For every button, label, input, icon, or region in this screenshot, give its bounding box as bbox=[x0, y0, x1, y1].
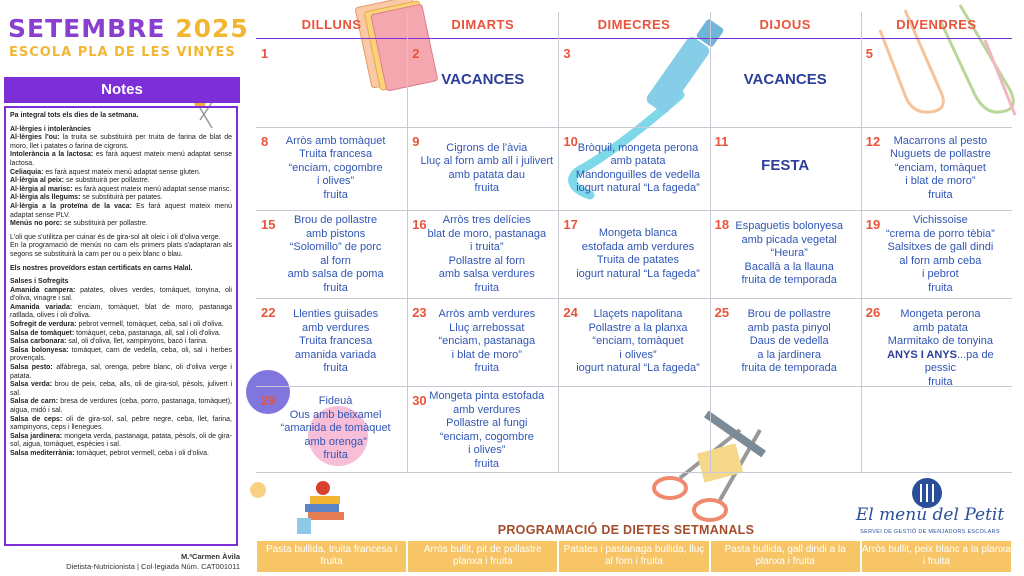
sauce-key: Salsa mediterrània: bbox=[10, 449, 75, 457]
sauce-item: Amanida campera: patates, olives verdes, tomàquet, tonyina, oli d'oliva, vinagre i sal. bbox=[10, 286, 232, 303]
menu-line: “enciam, tomàquet bbox=[894, 161, 986, 174]
menu-line: i olives” bbox=[468, 444, 506, 456]
day-number: 26 bbox=[865, 305, 881, 320]
menu-line: Mongeta perona bbox=[900, 308, 981, 321]
sauce-key: Salsa pesto: bbox=[10, 364, 53, 372]
sauce-key: Amanida variada: bbox=[10, 303, 73, 311]
menu-line: Pollastre al fungi bbox=[446, 417, 528, 429]
menu-line: “amanida de tomàquet bbox=[280, 422, 391, 435]
menu-line: blat de moro, pastanaga bbox=[427, 227, 547, 240]
day-number: 15 bbox=[261, 217, 276, 232]
sauce-item: Salsa de tomàquet: tomàquet, ceba, pastanaga, all, sal i oli d'oliva. bbox=[10, 329, 221, 337]
menu-line: Espaguetis bolonyesa bbox=[735, 220, 843, 233]
menu-line: Truita francesa bbox=[299, 148, 373, 161]
sauces-title bbox=[10, 278, 232, 287]
menu-line: i truita” bbox=[469, 241, 504, 253]
day-status-label: VACANCES bbox=[441, 71, 525, 88]
sauces-title-text: Salses i Sofregits bbox=[10, 278, 69, 286]
menu-line: Truita de patates bbox=[596, 254, 680, 266]
menu-line: Marmitako de tonyina bbox=[887, 335, 993, 348]
diet-option: Pasta bullida, truita francesa i fruita bbox=[257, 541, 406, 572]
menu-line: Pollastre al forn bbox=[448, 254, 525, 267]
menu-line: Bròquil, mongeta perona bbox=[577, 141, 699, 154]
allergy-key: Celiaquia: bbox=[10, 168, 44, 176]
menu-line: Brou de pollastre bbox=[294, 214, 378, 226]
diet-option: Arròs bullit, peix blanc a la planxa i fruita bbox=[862, 541, 1011, 572]
allergy-item: Celiaquia: es farà aquest mateix menú adaptat sense gluten. bbox=[10, 168, 201, 176]
day-number: 9 bbox=[412, 134, 420, 149]
sauce-key: Salsa de carn: bbox=[10, 398, 59, 406]
day-number: 8 bbox=[261, 134, 269, 149]
day-number: 11 bbox=[714, 134, 729, 149]
allergy-item: Menús no porc: se substituirà per pollastre. bbox=[10, 220, 148, 228]
menu-line: i blat de moro” bbox=[451, 348, 522, 361]
menu-line: Ous amb beixamel bbox=[289, 408, 382, 421]
day-number: 10 bbox=[563, 134, 578, 149]
menu-line: amb orenga” bbox=[304, 435, 367, 448]
menu-line: Llaçets napolitana bbox=[593, 308, 683, 321]
menu-line: Pollastre a la planxa bbox=[588, 321, 688, 334]
menu-line: amb patata bbox=[912, 321, 968, 334]
day-number: 19 bbox=[865, 217, 881, 232]
menu-line: “Solomillo” de porc bbox=[289, 241, 382, 253]
sauce-item: Salsa de ceps: oli de gira-sol, sal, pebre negre, ceba, llet, farina, xampinyons, ceps i llenegues. bbox=[10, 415, 233, 432]
day-menu bbox=[268, 214, 403, 295]
allergy-key: Menús no porc: bbox=[10, 220, 63, 228]
menu-line: i blat de moro” bbox=[905, 175, 976, 188]
day-status-label: VACANCES bbox=[743, 71, 827, 88]
title-month: SETEMBRE bbox=[8, 14, 166, 43]
menu-line: “enciam, tomàquet bbox=[592, 335, 684, 348]
allergy-key: Al·lèrgia als llegums: bbox=[10, 194, 81, 202]
allergy-item: Al·lèrgia a la proteïna de la vaca: Es farà aquest mateix menú adaptat sense PLV. bbox=[10, 202, 232, 219]
day-number: 24 bbox=[563, 305, 578, 320]
yellow-blob bbox=[250, 482, 266, 498]
logo-name: El menú del Petit bbox=[855, 505, 1005, 525]
day-menu bbox=[873, 308, 1008, 389]
title-year: 2025 bbox=[175, 14, 249, 43]
signature bbox=[60, 552, 240, 572]
menu-line: fruita bbox=[928, 188, 953, 201]
allergy-key: Al·lèrgies l'ou: bbox=[10, 134, 60, 142]
sauce-item: Sofregit de verdura: pebrot vermell, tomàquet, ceba, sal i oli d'oliva. bbox=[10, 321, 224, 329]
day-status-label: FESTA bbox=[761, 156, 810, 174]
logo-tagline: SERVEI DE GESTIÓ DE MENJADORS ESCOLARS bbox=[860, 529, 1000, 535]
sauce-item: Salsa bolonyesa: tomàquet, carn de vedella, ceba, oli, sal i herbes provençals. bbox=[10, 346, 232, 363]
menu-line: Llenties guisades bbox=[293, 308, 379, 321]
sauce-key: Salsa carbonara: bbox=[10, 338, 67, 346]
allergy-item: Al·lèrgia als llegums: se substituirà per patates. bbox=[10, 194, 163, 202]
day-number: 16 bbox=[412, 217, 427, 232]
day-menu bbox=[570, 308, 705, 376]
menu-line: Lluç arrebossat bbox=[449, 321, 525, 334]
halal-note bbox=[10, 265, 232, 274]
allergy-title-text: Al·lèrgies i intoleràncies bbox=[10, 125, 91, 133]
menu-line: al forn bbox=[320, 254, 351, 267]
day-menu bbox=[268, 308, 403, 376]
sauce-item: Salsa jardinera: mongeta verda, pastanaga, patata, pèsols, oli de gira-sol, aigua, tomàquet, espècies i sal. bbox=[10, 432, 232, 449]
allergy-item: Al·lèrgia al marisc: es farà aquest mateix menú adaptat sense marisc. bbox=[10, 185, 232, 193]
sauce-item: Salsa pesto: alfàbrega, sal, orenga, pebre blanc, oli d'oliva verge i patata. bbox=[10, 364, 232, 380]
sauce-item: Amanida variada: enciam, tomàquet, blat de moro, pastanaga ratllada, olives i oli d'oliva. bbox=[10, 303, 232, 320]
menu-line: amb patata bbox=[610, 155, 666, 167]
sauce-item: Salsa de carn: bresa de verdures (ceba, porro, pastanaga, tomàquet), aigua, midó i sal. bbox=[10, 398, 232, 414]
menu-line: fruita bbox=[928, 281, 953, 294]
menu-line: al forn amb ceba bbox=[899, 254, 982, 267]
notes-heading: Notes bbox=[4, 77, 240, 103]
day-menu bbox=[268, 135, 403, 203]
day-header-dimecres: DIMECRES bbox=[597, 17, 671, 32]
menu-line: amb salsa de poma bbox=[287, 268, 384, 280]
grid-row-divider bbox=[256, 210, 1012, 211]
day-menu bbox=[570, 142, 705, 196]
grid-column-divider bbox=[861, 12, 862, 472]
menu-del-petit-logo bbox=[850, 475, 1010, 545]
day-header-dijous: DIJOUS bbox=[759, 17, 811, 32]
sauce-key: Salsa de ceps: bbox=[10, 415, 63, 423]
day-header-divendres: DIVENDRES bbox=[896, 17, 977, 32]
menu-line: amb patata dau bbox=[448, 168, 525, 181]
allergy-key: Intolerància a la lactosa: bbox=[10, 151, 94, 159]
grid-row-divider bbox=[256, 298, 1012, 299]
diet-option: Pasta bullida, gall dindi a la planxa i fruita bbox=[711, 541, 860, 572]
menu-line: fruita bbox=[323, 281, 348, 294]
diet-programming-title: PROGRAMACIÓ DE DIETES SETMANALS bbox=[497, 523, 755, 537]
sauce-key: Salsa verda: bbox=[10, 381, 53, 389]
menu-line: Daus de vedella bbox=[749, 335, 829, 348]
menu-line: Mongeta blanca bbox=[598, 227, 678, 239]
allergy-title bbox=[10, 126, 232, 135]
menu-line: fruita bbox=[323, 188, 348, 201]
day-menu bbox=[419, 308, 554, 376]
sauce-key: Salsa jardinera: bbox=[10, 432, 63, 440]
menu-line: i pebrot bbox=[922, 268, 959, 280]
menu-line: estofada amb verdures bbox=[581, 240, 695, 253]
menu-line: amb verdures bbox=[453, 403, 521, 416]
signature-name: M.ªCarmen Àvila bbox=[180, 552, 240, 561]
menu-line: ANYS I ANYS...pa de pessic bbox=[887, 348, 994, 375]
day-number: 2 bbox=[412, 46, 420, 61]
menu-line: amb picada vegetal bbox=[741, 233, 837, 246]
day-number: 5 bbox=[865, 46, 874, 61]
menu-line: fruita de temporada bbox=[741, 362, 837, 375]
sauce-key: Amanida campera: bbox=[10, 286, 76, 294]
menu-line: fruita de temporada bbox=[741, 274, 837, 287]
menu-line: iogurt natural “La fageda” bbox=[576, 362, 700, 375]
menu-line: fruita bbox=[474, 362, 500, 375]
day-menu bbox=[419, 214, 554, 295]
day-number: 17 bbox=[563, 217, 578, 232]
allergy-item: Al·lèrgia al peix: se substituirà per pollastre. bbox=[10, 177, 150, 185]
menu-line: amb pasta pinyol bbox=[747, 321, 831, 334]
menu-line: fruita bbox=[474, 281, 500, 294]
menu-line: fruita bbox=[928, 375, 953, 388]
day-header-dimarts: DIMARTS bbox=[451, 17, 515, 32]
menu-line: Macarrons al pesto bbox=[893, 134, 988, 147]
day-menu bbox=[419, 390, 554, 471]
menu-line: amb verdures bbox=[301, 321, 370, 334]
day-menu bbox=[873, 135, 1008, 203]
calendar-top-rule bbox=[256, 38, 1012, 39]
day-number: 23 bbox=[412, 305, 427, 320]
menu-line: fruita bbox=[474, 457, 500, 470]
page-title bbox=[8, 14, 249, 43]
diet-option: Patates i pastanaga bullida, lluç al forn i fruita bbox=[559, 541, 708, 572]
menu-line: Salsitxes de gall dindi bbox=[887, 241, 994, 253]
notes-panel bbox=[4, 106, 238, 546]
day-menu bbox=[722, 220, 857, 288]
day-number: 3 bbox=[563, 46, 571, 61]
day-menu bbox=[873, 214, 1008, 295]
menu-line: iogurt natural “La fageda” bbox=[576, 182, 700, 194]
halal-note-text: Els nostres proveïdors estan certificats en carns Halal. bbox=[10, 264, 193, 272]
day-header-dilluns: DILLUNS bbox=[301, 17, 362, 32]
allergy-item: Intolerància a la lactosa: es farà aquest mateix menú adaptat sense lactosa. bbox=[10, 151, 233, 167]
day-number: 1 bbox=[261, 46, 269, 61]
menu-line: Arròs amb tomàquet bbox=[285, 134, 386, 147]
sauce-key: Salsa bolonyesa: bbox=[10, 346, 69, 354]
diet-option: Arròs bullit, pit de pollastre planxa i fruita bbox=[408, 541, 557, 572]
day-number: 25 bbox=[714, 305, 730, 320]
menu-line: “Heura” bbox=[770, 247, 808, 260]
menu-line: “enciam, pastanaga bbox=[438, 335, 536, 348]
sauce-item: Salsa verda: brou de peix, ceba, alls, oli de gira-sol, pèsols, julivert i sal. bbox=[10, 381, 232, 397]
menu-line: Bacallà a la llauna bbox=[744, 260, 834, 273]
allergy-key: Al·lèrgia a la proteïna de la vaca: bbox=[10, 202, 132, 210]
menu-line: Arròs amb verdures bbox=[438, 308, 536, 321]
sauce-key: Sofregit de verdura: bbox=[10, 321, 77, 329]
signature-role: Dietista-Nutricionista | Col·legiada Núm. CAT001011 bbox=[66, 562, 240, 571]
day-number: 29 bbox=[261, 393, 276, 408]
allergy-item: Al·lèrgies l'ou: la truita se substituirà per truita de farina de blat de moro, llet i patates o farina de cigrons. bbox=[10, 134, 232, 150]
sauce-item: Salsa mediterrània: tomàquet, pebrot vermell, ceba i oli d'oliva. bbox=[10, 449, 209, 457]
day-number: 18 bbox=[714, 217, 730, 232]
day-number: 30 bbox=[412, 393, 427, 408]
menu-line: Fideuà bbox=[318, 395, 353, 408]
sauce-item: Salsa carbonara: sal, oli d'oliva, llet, xampinyons, bacó i farina. bbox=[10, 338, 208, 346]
menu-line: fruita bbox=[323, 449, 348, 462]
menu-line: amanida variada bbox=[294, 348, 377, 361]
menu-line: iogurt natural “La fageda” bbox=[576, 267, 700, 280]
sauce-key: Salsa de tomàquet: bbox=[10, 329, 75, 337]
day-menu bbox=[722, 308, 857, 376]
menu-line: “enciam, cogombre bbox=[439, 430, 534, 443]
menu-line: Cigrons de l'àvia bbox=[446, 141, 528, 154]
day-menu bbox=[419, 142, 554, 196]
menu-line: a la jardinera bbox=[757, 348, 821, 361]
day-menu bbox=[570, 227, 705, 281]
grid-row-divider bbox=[256, 127, 1012, 128]
allergy-key: Al·lèrgia al peix: bbox=[10, 177, 65, 185]
menu-line: Lluç al forn amb all i julivert bbox=[420, 155, 554, 167]
menu-line: amb salsa verdures bbox=[438, 268, 535, 280]
menu-line: i olives” bbox=[619, 348, 657, 361]
notes-intro-text: Pa integral tots els dies de la setmana. bbox=[10, 112, 139, 119]
menu-line: Nuguets de pollastre bbox=[889, 148, 991, 161]
day-number: 22 bbox=[261, 305, 276, 320]
programming-note: En la programació de menús no carn els primers plats s'adaptaran als segons se substituirà la carn per ou o peix blanc o blau. bbox=[10, 242, 232, 258]
menu-line: fruita bbox=[474, 182, 500, 194]
allergy-key: Al·lèrgia al marisc: bbox=[10, 185, 73, 193]
menu-line: Mongeta pinta estofada bbox=[429, 390, 545, 402]
grid-column-divider bbox=[558, 12, 559, 472]
menu-line: Truita francesa bbox=[299, 335, 373, 348]
menu-line: fruita bbox=[323, 362, 348, 375]
day-menu bbox=[268, 395, 403, 463]
menu-line: i olives” bbox=[316, 175, 355, 188]
birthday-highlight: ANYS I ANYS bbox=[887, 348, 957, 361]
menu-line: “crema de porro tèbia” bbox=[885, 227, 995, 240]
menu-line: Brou de pollastre bbox=[747, 308, 831, 321]
grid-row-divider bbox=[256, 472, 1012, 473]
menu-line: “enciam, cogombre bbox=[288, 161, 383, 174]
menu-line: Mandonguilles de vedella bbox=[575, 168, 701, 181]
oil-note: L'oli que s'utilitza per cuinar és de gira-sol alt oleic i oli d'oliva verge. bbox=[10, 233, 221, 241]
notes-intro bbox=[10, 112, 232, 121]
menu-line: Vichissoise bbox=[912, 214, 968, 226]
menu-line: Arròs tres delícies bbox=[442, 214, 531, 226]
day-number: 12 bbox=[865, 134, 881, 149]
menu-line: amb pistons bbox=[305, 227, 366, 240]
school-name: ESCOLA PLA DE LES VINYES bbox=[9, 45, 236, 60]
